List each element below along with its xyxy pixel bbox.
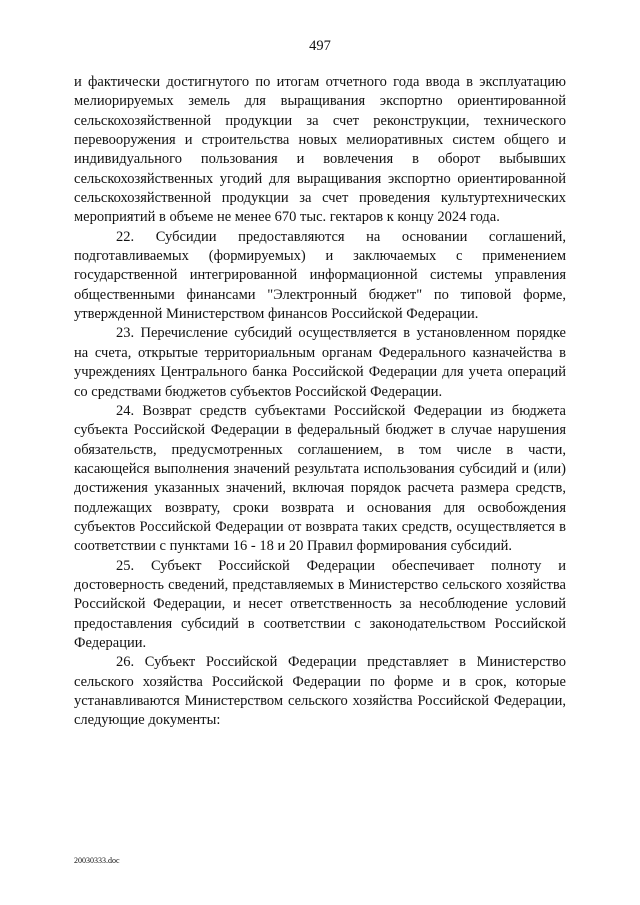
paragraph-22: 22. Субсидии предоставляются на основании соглашений, подготавливаемых (формируемых) и заключаемых с применением государственной интегрированной информационной системы управления общественными финансами "Электронный бюджет" по типовой форме, утвержденной Министерством финансов Российской Федерации. [74,228,566,323]
document-file-code: 20030333.doc [74,856,120,865]
paragraph-23: 23. Перечисление субсидий осуществляется в установленном порядке на счета, открытые территориальным органам Федерального казначейства в учреждениях Центрального банка Российской Федерации для учета операций со средствами бюджетов субъектов Российской Федерации. [74,325,566,400]
document-body [74,73,566,731]
paragraph-25: 25. Субъект Российской Федерации обеспечивает полноту и достоверность сведений, представляемых в Министерство сельского хозяйства Российской Федерации, и несет ответственность за несоблюдение условий предоставления субсидий в соответствии с законодательством Российской Федерации. [74,557,566,651]
paragraph-26: 26. Субъект Российской Федерации представляет в Министерство сельского хозяйства Российской Федерации по форме и в срок, которые устанавливаются Министерством сельского хозяйства Российской Федерации, следующие документы: [74,654,566,729]
page-number: 497 [309,38,331,54]
paragraph-continuation: и фактически достигнутого по итогам отчетного года ввода в эксплуатацию мелиорируемых земель для выращивания экспортно ориентированной сельскохозяйственной продукции за счет реконструкции, технического перевооружения и строительства новых мелиоративных систем общего и индивидуального пользования и вовлечения в оборот выбывших сельскохозяйственных угодий для выращивания экспортно ориентированной сельскохозяйственной продукции за счет проведения культуртехнических мероприятий в объеме не менее 670 тыс. гектаров к концу 2024 года. [74,74,566,226]
paragraph-24: 24. Возврат средств субъектами Российской Федерации из бюджета субъекта Российской Федерации в федеральный бюджет в случае нарушения обязательств, предусмотренных соглашением, в том числе в части, касающейся выполнения значений результата использования субсидий и (или) достижения указанных значений, включая порядок расчета размера средств, подлежащих возврату, сроки возврата и основания для освобождения субъектов Российской Федерации от возврата таких средств, осуществляется в соответствии с пунктами 16 - 18 и 20 Правил формирования субсидий. [74,402,566,555]
